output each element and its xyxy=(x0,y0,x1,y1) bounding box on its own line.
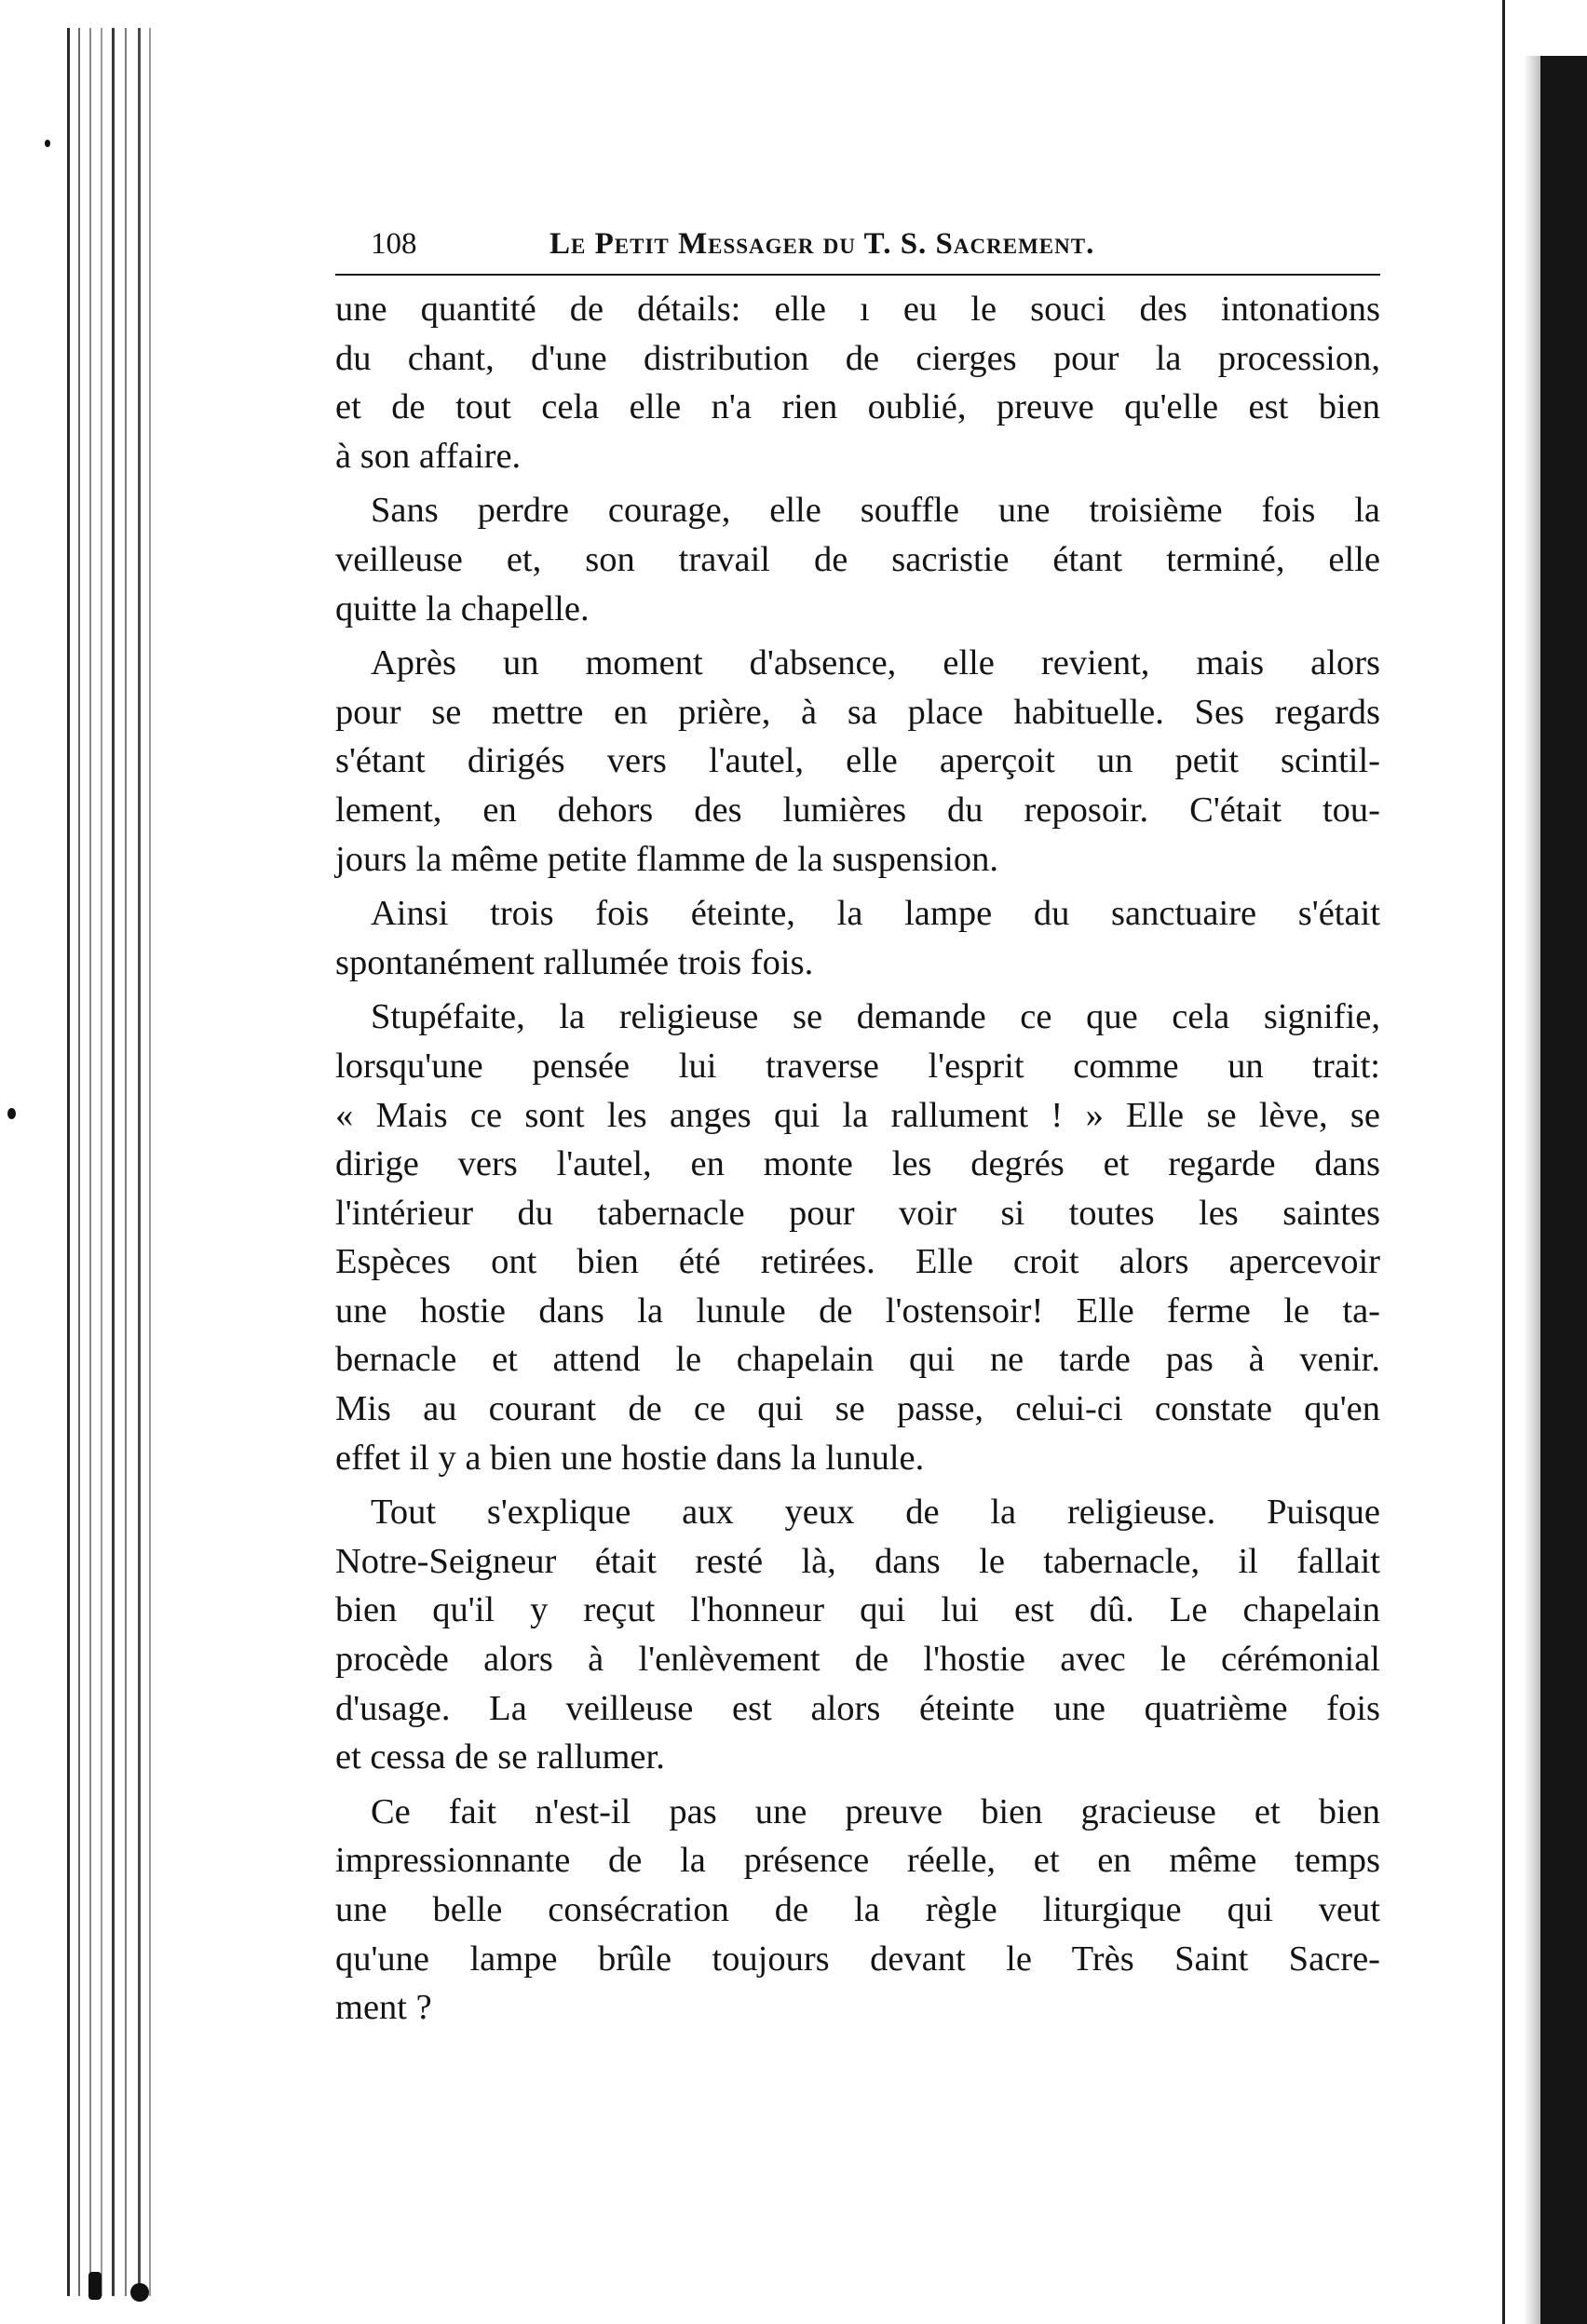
text-line: Notre-Seigneur était resté là, dans le tabernacle, il fallait xyxy=(335,1541,1380,1581)
text-line: lement, en dehors des lumières du reposoir. C'était tou- xyxy=(335,790,1380,830)
text-line: Ainsi trois fois éteinte, la lampe du sanctuaire s'était xyxy=(371,894,1380,934)
text-line: dirige vers l'autel, en monte les degrés et regarde dans xyxy=(335,1144,1380,1184)
page-edge xyxy=(101,28,102,2296)
text-line: à son affaire. xyxy=(335,436,522,476)
page-edge xyxy=(112,28,115,2296)
running-title: Le Petit Messager du T. S. Sacrement. xyxy=(549,227,1095,261)
page-edge xyxy=(149,28,151,2296)
scan-speck xyxy=(45,140,50,147)
paragraph xyxy=(335,1488,1380,1782)
text-line: s'étant dirigés vers l'autel, elle aperçoit un petit scintil- xyxy=(335,741,1380,781)
text-line: l'intérieur du tabernacle pour voir si toutes les saintes xyxy=(335,1193,1380,1233)
text-line: Mis au courant de ce qui se passe, celui-ci constate qu'en xyxy=(335,1389,1380,1429)
text-line: une quantité de détails: elle ı eu le souci des intonations xyxy=(335,290,1380,329)
binding-gutter xyxy=(1540,56,1587,2324)
text-line: pour se mettre en prière, à sa place habituelle. Ses regards xyxy=(335,692,1380,732)
text-line: procède alors à l'enlèvement de l'hostie avec le cérémonial xyxy=(335,1640,1380,1680)
text-line: et de tout cela elle n'a rien oublié, preuve qu'elle est bien xyxy=(335,387,1380,427)
text-line: bernacle et attend le chapelain qui ne tarde pas à venir. xyxy=(335,1340,1380,1380)
text-line: Tout s'explique aux yeux de la religieuse. Puisque xyxy=(371,1493,1380,1533)
text-line: bien qu'il y reçut l'honneur qui lui est dû. Le chapelain xyxy=(335,1590,1380,1630)
text-line: spontanément rallumée trois fois. xyxy=(335,942,814,982)
text-line: jours la même petite flamme de la suspension. xyxy=(335,839,999,879)
scan-speck xyxy=(88,2272,102,2300)
page-edge xyxy=(125,28,127,2296)
text-line: effet il y a bien une hostie dans la lunule. xyxy=(335,1438,925,1478)
paragraph xyxy=(335,486,1380,633)
paragraph xyxy=(335,1788,1380,2033)
text-line: qu'une lampe brûle toujours devant le Très Saint Sacre- xyxy=(335,1939,1380,1979)
page-number: 108 xyxy=(371,227,417,261)
page-edge xyxy=(67,28,70,2296)
text-line: ment ? xyxy=(335,1988,432,2028)
running-head xyxy=(335,214,1380,276)
paragraph xyxy=(335,639,1380,884)
text-line: quitte la chapelle. xyxy=(335,588,590,628)
page-edge xyxy=(78,28,80,2296)
page-edge xyxy=(89,28,91,2296)
scan-speck xyxy=(7,1108,16,1119)
text-line: Ce fait n'est-il pas une preuve bien gracieuse et bien xyxy=(371,1791,1380,1831)
page-edge xyxy=(138,28,141,2296)
book-page xyxy=(335,214,1380,2038)
paragraph xyxy=(335,889,1380,987)
text-line: Stupéfaite, la religieuse se demande ce que cela signifie, xyxy=(371,997,1380,1037)
body-text xyxy=(335,285,1380,2033)
text-line: et cessa de se rallumer. xyxy=(335,1737,665,1777)
scan-speck xyxy=(130,2283,149,2302)
text-line: impressionnante de la présence réelle, et en même temps xyxy=(335,1841,1380,1881)
text-line: Après un moment d'absence, elle revient, mais alors xyxy=(371,643,1380,683)
text-line: d'usage. La veilleuse est alors éteinte une quatrième fois xyxy=(335,1688,1380,1728)
text-line: une hostie dans la lunule de l'ostensoir! Elle ferme le ta- xyxy=(335,1290,1380,1331)
text-line: « Mais ce sont les anges qui la rallument ! » Elle se lève, se xyxy=(335,1095,1380,1135)
binding-shadow xyxy=(1524,56,1540,2324)
text-line: Espèces ont bien été retirées. Elle croit alors apercevoir xyxy=(335,1242,1380,1282)
text-line: du chant, d'une distribution de cierges pour la procession, xyxy=(335,338,1380,378)
text-line: lorsqu'une pensée lui traverse l'esprit comme un trait: xyxy=(335,1046,1380,1086)
text-line: une belle consécration de la règle liturgique qui veut xyxy=(335,1890,1380,1929)
paragraph xyxy=(335,285,1380,480)
binding-line xyxy=(1502,0,1505,2324)
paragraph xyxy=(335,993,1380,1482)
text-line: veilleuse et, son travail de sacristie étant terminé, elle xyxy=(335,539,1380,579)
text-line: Sans perdre courage, elle souffle une troisième fois la xyxy=(371,491,1380,531)
